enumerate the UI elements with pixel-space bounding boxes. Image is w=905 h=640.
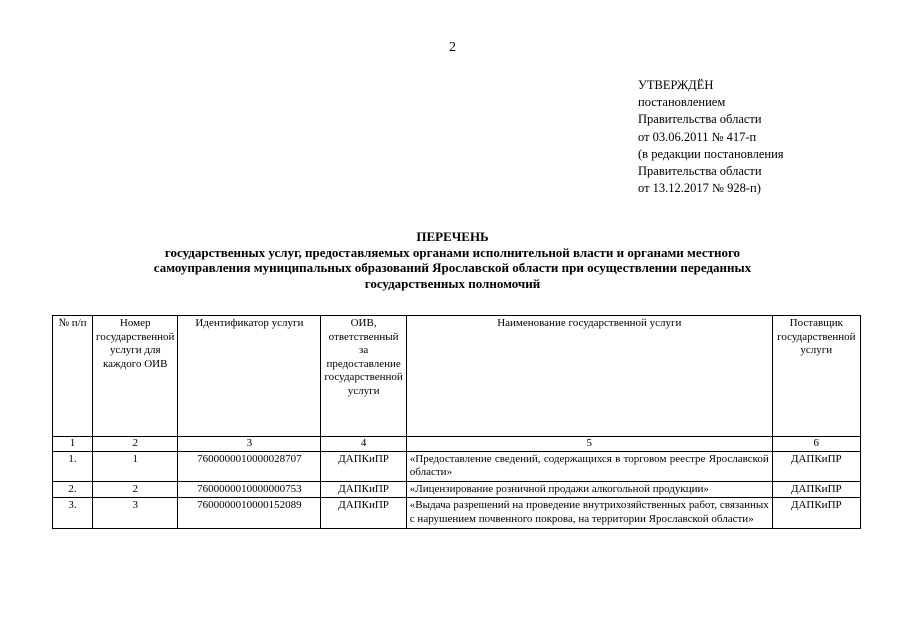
column-number: 3 (178, 437, 321, 452)
approval-line: (в редакции постановления (638, 146, 784, 161)
column-number: 4 (321, 437, 406, 452)
service-number: 1 (93, 451, 178, 481)
service-provider: ДАПКиПР (772, 451, 860, 481)
service-id: 7600000010000028707 (178, 451, 321, 481)
service-number: 2 (93, 481, 178, 498)
column-header: Номер государственной услуги для каждого ОИВ (93, 316, 178, 437)
row-index: 2. (53, 481, 93, 498)
page-number: 2 (449, 40, 456, 55)
approval-line: УТВЕРЖДЁН (638, 78, 714, 92)
responsible-body: ДАПКиПР (321, 498, 406, 528)
service-name: «Предоставление сведений, содержащихся в торговом реестре Ярославской области» (406, 451, 772, 481)
column-number-row (53, 437, 861, 452)
approval-line: от 03.06.2011 № 417-п (638, 129, 757, 144)
service-provider: ДАПКиПР (772, 498, 860, 528)
column-number: 1 (53, 437, 93, 452)
column-header: Наименование государственной услуги (406, 316, 772, 437)
column-number: 6 (772, 437, 860, 452)
service-provider: ДАПКиПР (772, 481, 860, 498)
title-line: самоуправления муниципальных образований Ярославской области при осуществлении переданных (153, 260, 752, 275)
table-row (53, 451, 861, 481)
row-index: 3. (53, 498, 93, 528)
title-line: государственных полномочий (364, 275, 541, 291)
column-header: Идентификатор услуги (178, 316, 321, 437)
table-row (53, 498, 861, 528)
table-header-row (53, 316, 861, 437)
approval-stamp (638, 77, 784, 197)
column-header: Поставщик государственной услуги (772, 316, 860, 437)
column-header: № п/п (53, 316, 93, 437)
column-header: ОИВ, ответственный за предоставление государственной услуги (321, 316, 406, 437)
services-table (52, 315, 861, 529)
service-name: «Лицензирование розничной продажи алкогольной продукции» (406, 481, 772, 498)
approval-line: Правительства области (638, 112, 762, 127)
document-title (40, 229, 865, 291)
table-row (53, 481, 861, 498)
service-id: 7600000010000000753 (178, 481, 321, 498)
approval-line: постановлением (638, 95, 726, 110)
column-number: 5 (406, 437, 772, 452)
approval-line: от 13.12.2017 № 928-п) (638, 181, 761, 196)
column-number: 2 (93, 437, 178, 452)
responsible-body: ДАПКиПР (321, 481, 406, 498)
service-id: 7600000010000152089 (178, 498, 321, 528)
responsible-body: ДАПКиПР (321, 451, 406, 481)
service-number: 3 (93, 498, 178, 528)
title-heading: ПЕРЕЧЕНЬ (416, 229, 489, 244)
title-line: государственных услуг, предоставляемых органами исполнительной власти и органами местного (164, 244, 741, 260)
row-index: 1. (53, 451, 93, 481)
service-name: «Выдача разрешений на проведение внутрихозяйственных работ, связанных с нарушением почвенного покрова, на территории Ярославской области» (406, 498, 772, 528)
approval-line: Правительства области (638, 164, 762, 179)
